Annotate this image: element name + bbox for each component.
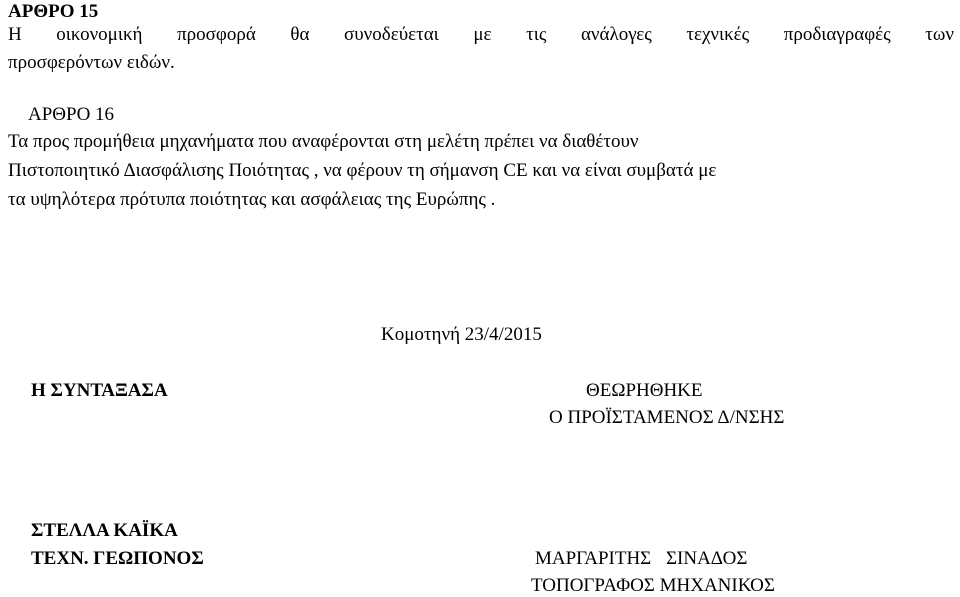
place-date: Κομοτηνή 23/4/2015	[381, 324, 542, 345]
article-15-title: ΑΡΘΡΟ 15	[8, 1, 99, 22]
approver-title: ΤΟΠΟΓΡΑΦΟΣ ΜΗΧΑΝΙΚΟΣ	[531, 575, 775, 596]
article-16-line-1: Τα προς προμήθεια μηχανήματα που αναφέρονται στη μελέτη πρέπει να διαθέτουν	[8, 131, 639, 152]
approver-role: Ο ΠΡΟΪΣΤΑΜΕΝΟΣ Δ/ΝΣΗΣ	[549, 407, 785, 428]
article-16-title: ΑΡΘΡΟ 16	[28, 104, 115, 125]
author-name: ΣΤΕΛΛΑ ΚΑΪΚΑ	[31, 520, 178, 541]
author-heading: Η ΣΥΝΤΑΞΑΣΑ	[31, 380, 168, 401]
article-15-line-2: προσφερόντων ειδών.	[8, 52, 175, 73]
article-16-line-2: Πιστοποιητικό Διασφάλισης Ποιότητας , να φέρουν τη σήμανση CE και να είναι συμβατά με	[8, 160, 717, 181]
article-16-line-3: τα υψηλότερα πρότυπα ποιότητας και ασφάλειας της Ευρώπης .	[8, 189, 496, 210]
author-title: ΤΕΧΝ. ΓΕΩΠΟΝΟΣ	[31, 548, 204, 569]
approver-heading: ΘΕΩΡΗΘΗΚΕ	[586, 380, 703, 401]
approver-name: ΜΑΡΓΑΡΙΤΗΣ ΣΙΝΑΔΟΣ	[535, 548, 748, 569]
article-15-line-1: Η οικονομική προσφορά θα συνοδεύεται με τις ανάλογες τεχνικές προδιαγραφές των	[8, 24, 954, 45]
